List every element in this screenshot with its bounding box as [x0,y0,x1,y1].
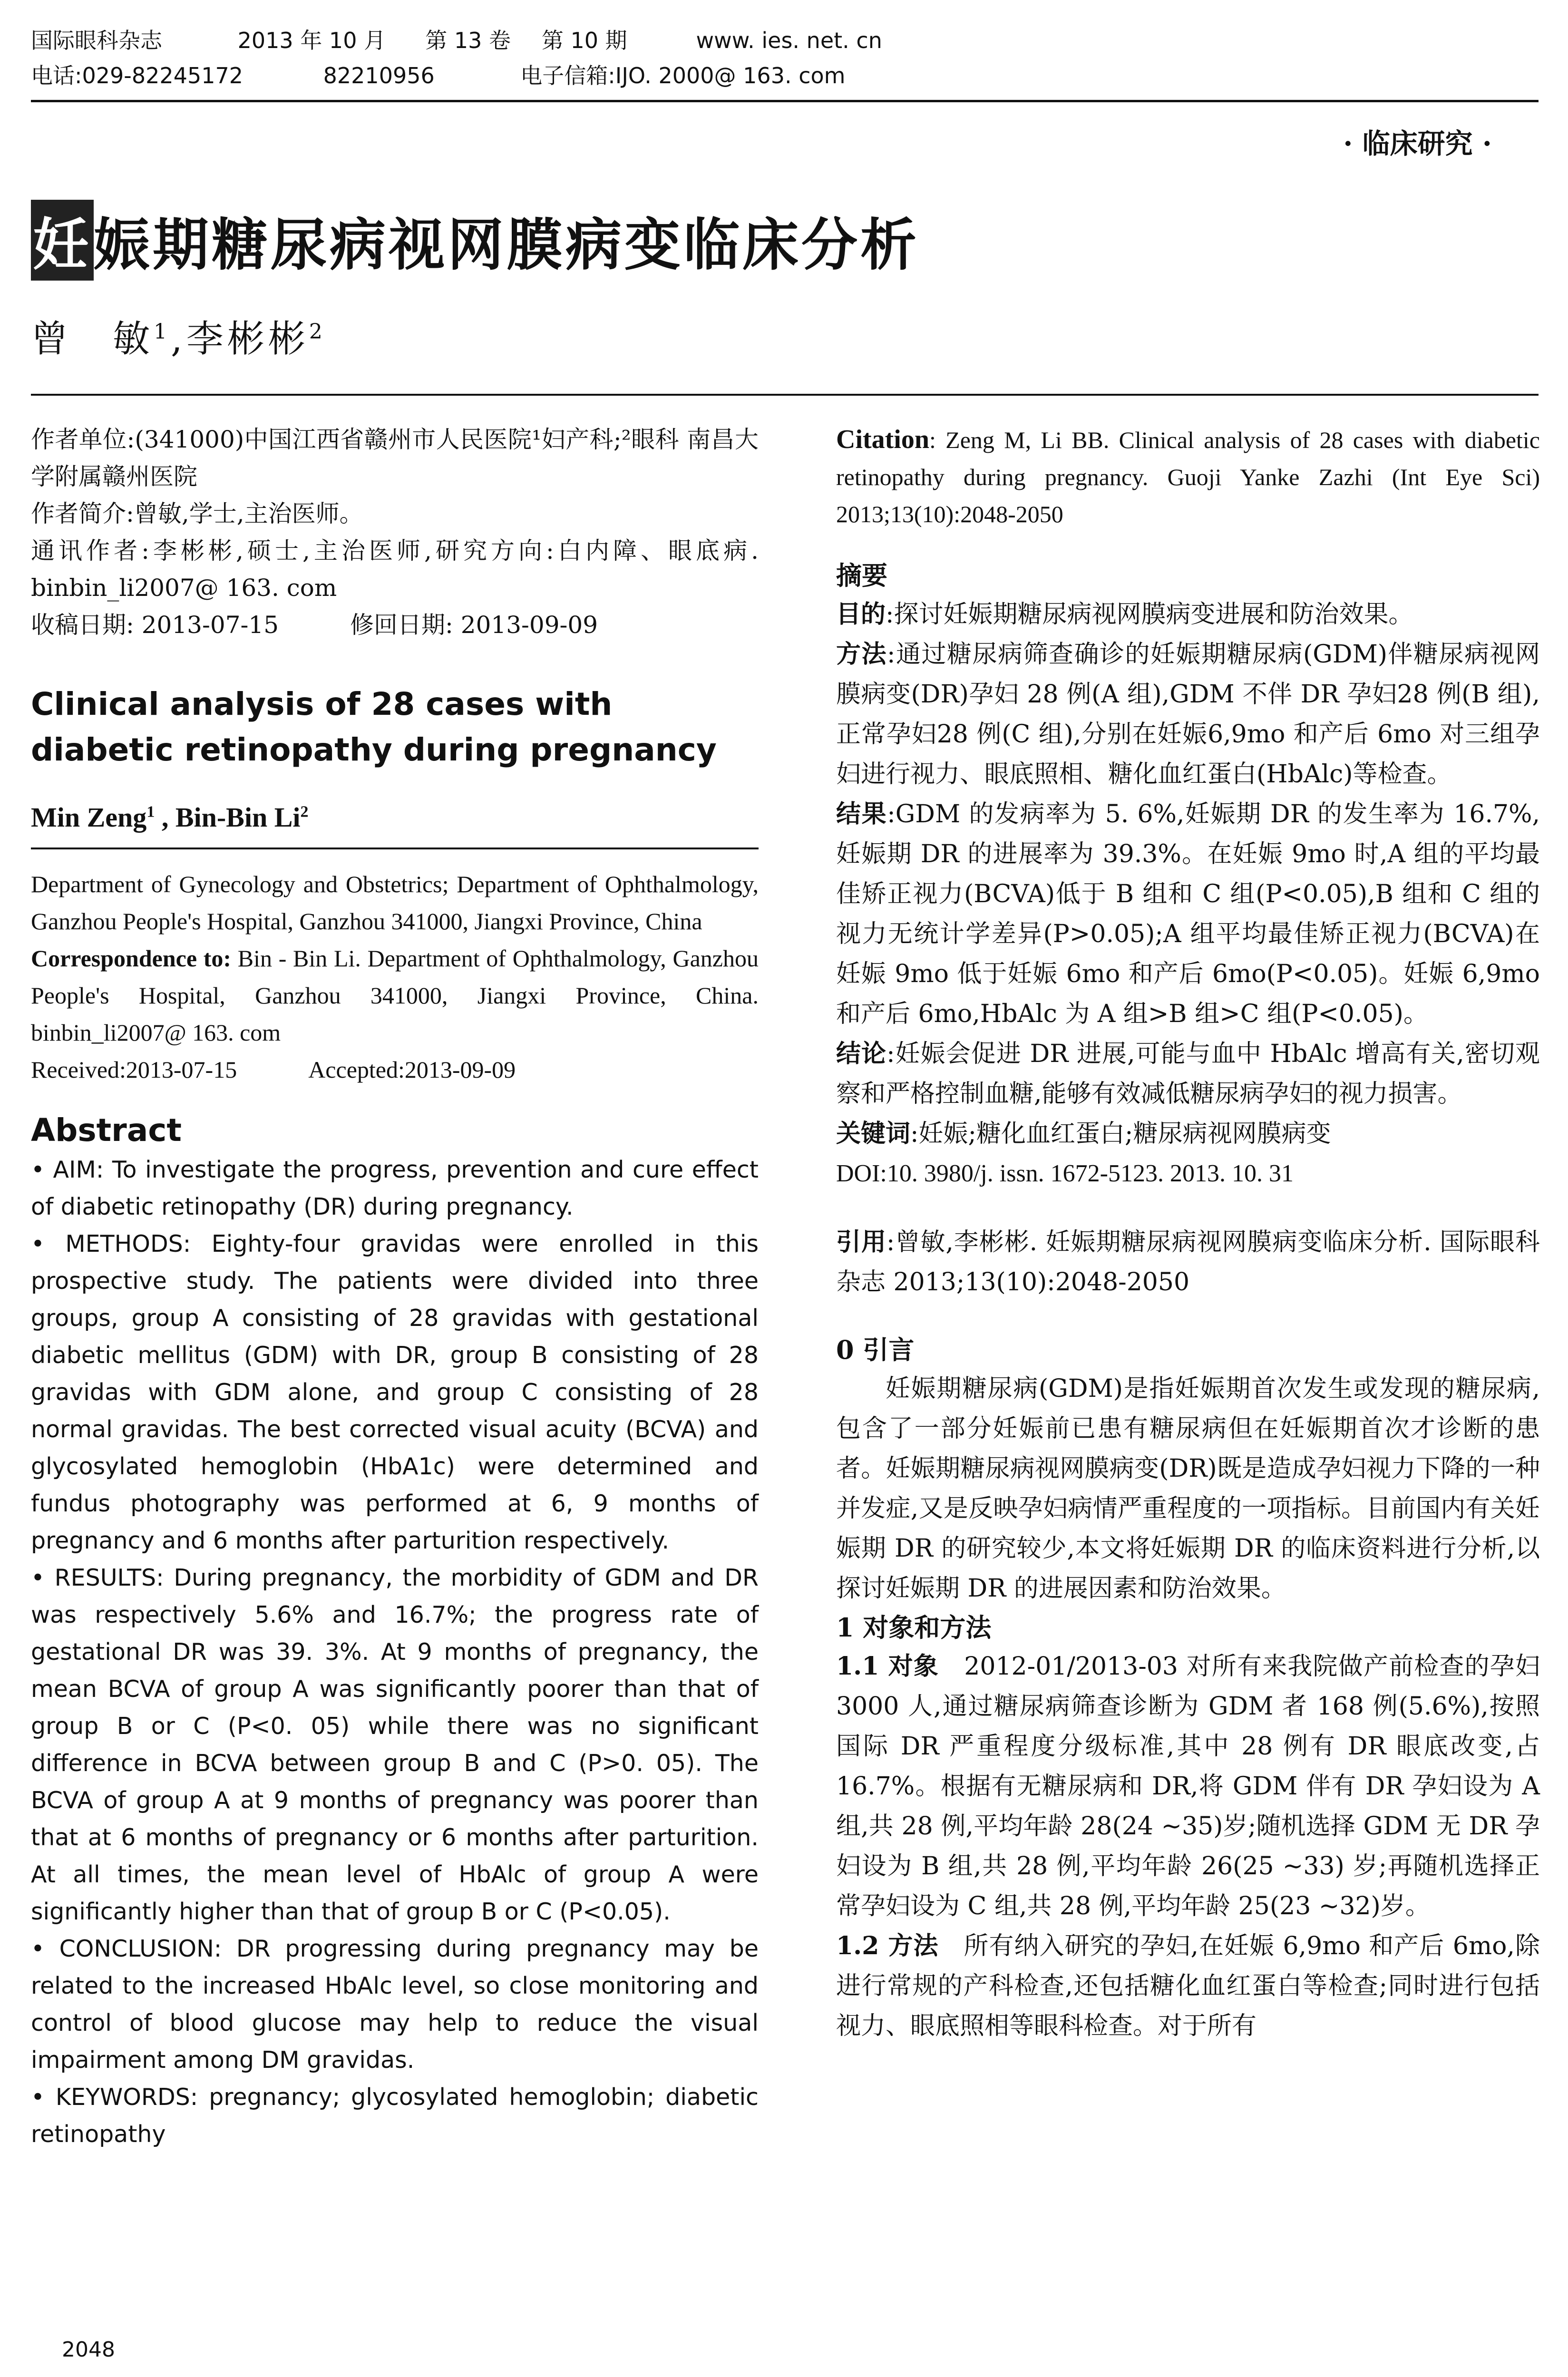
author-2-cn: 李彬彬 [186,318,309,360]
methods-subjects [836,1646,1540,1926]
title-rest: 娠期糖尿病视网膜病变临床分析 [94,212,920,278]
abstract-methods: • METHODS: Eighty-four gravidas were enrolled in this prospective study. The patients were divided into three groups, group A consisting of 28 gravidas with gestational diabetic mellitus (GDM) with DR, group B consisting of 28 gravidas with GDM alone, and group C consisting of 28 normal gravidas. The best corrected visual acuity (BCVA) and glycosylated hemoglobin (HbA1c) were determined and fundus photography was performed at 6, 9 months of pregnancy and 6 months after parturition respectively. [31,1230,759,1554]
citation-cn [836,1222,1540,1302]
corresponding-author-cn: 通讯作者:李彬彬,硕士,主治医师,研究方向:白内障、眼底病. binbin_li2007@ 163. com [31,537,759,602]
abstract-cn-keywords [836,1114,1540,1154]
authors-cn [31,309,326,362]
english-correspondence [31,940,759,1051]
dates-cn: 收稿日期: 2013-07-15 修回日期: 2013-09-09 [31,611,598,639]
phone: 电话:029-82245172 [31,63,243,88]
procedure-text: 所有纳入研究的孕妇,在妊娠 6,9mo 和产后 6mo,除进行常规的产科检查,还包括糖化血红蛋白等检查;同时进行包括视力、眼底照相等眼科检查。对于所有 [836,1932,1540,2040]
section-tag: · 临床研究 · [1343,127,1492,160]
article-title [31,200,919,281]
methods-heading: 1 对象和方法 [836,1612,992,1643]
author-en-sep: , [155,802,175,833]
subjects-label: 1.1 对象 [836,1652,939,1681]
citation-cn-text: :曾敏,李彬彬. 妊娠期糖尿病视网膜病变临床分析. 国际眼科杂志 2013;13(10):2048-2050 [836,1228,1540,1296]
received-accepted: Received:2013-07-15 Accepted:2013-09-09 [31,1056,516,1083]
title-first-char: 妊 [31,200,94,281]
email: 电子信箱:IJO. 2000@ 163. com [520,63,846,88]
left-column [31,421,759,2153]
abstract-cn-conclusion [836,1034,1540,1114]
volume: 第 13 卷 [425,28,511,53]
journal-name: 国际眼科杂志 [31,28,162,53]
methods-label: 方法 [836,640,887,669]
abstract-results: • RESULTS: During pregnancy, the morbidity of GDM and DR was respectively 5.6% and 16.7%; the progress rate of gestational DR was 39. 3%. At 9 months of pregnancy, the mean BCVA of group A was significantly poorer than that of group B or C (P<0. 05) while there was no significant difference in BCVA between group B and C (P>0. 05). The BCVA of group A at 9 months of pregnancy was poorer than that at 6 months of pregnancy or 6 months after parturition. At all times, the mean level of HbAlc of group A were significantly higher than that of group B or C (P<0.05). [31,1564,759,1925]
intro-paragraph: 妊娠期糖尿病(GDM)是指妊娠期首次发生或发现的糖尿病,包含了一部分妊娠前已患有糖尿病但在妊娠期首次才诊断的患者。妊娠期糖尿病视网膜病变(DR)既是造成孕妇视力下降的一种并发症,又是反映孕妇病情严重程度的一项指标。目前国内有关妊娠期 DR 的研究较少,本文将妊娠期 DR 的临床资料进行分析,以探讨妊娠期 DR 的进展因素和防治效果。 [836,1374,1540,1603]
header-line-1 [31,23,1539,58]
results-label: 结果 [836,799,887,828]
author-bio: 作者简介:曾敏,学士,主治医师。 [31,500,363,527]
intro-heading: 0 引言 [836,1335,915,1365]
conclusion-label: 结论 [836,1039,887,1068]
author-1-cn: 曾 敏 [31,318,154,360]
author-sep: , [171,318,186,360]
author-1-en-sup: 1 [146,803,155,821]
author-2-sup: 2 [309,320,326,344]
page-number: 2048 [62,2338,115,2362]
author-1-en: Min Zeng [31,802,147,833]
author-1-sup: 1 [154,320,171,344]
journal-website: www. ies. net. cn [696,28,882,53]
methods-procedure [836,1926,1540,2046]
aim-label: 目的 [836,600,886,629]
results-text: :GDM 的发病率为 5. 6%,妊娠期 DR 的发生率为 16.7%,妊娠期 DR 的进展率为 39.3%。在妊娠 9mo 时,A 组的平均最佳矫正视力(BCVA)低于 B 组和 C 组(P<0.05),B 组和 C 组的视力无统计学差异(P>0.05);A 组平均最佳矫正视力(BCVA)在妊娠 9mo 低于妊娠 6mo 和产后 6mo(P<0.05)。妊娠 6,9mo 和产后 6mo,HbAlc 为 A 组>B 组>C 组(P<0.05)。 [836,800,1540,1028]
right-column [836,421,1540,2046]
author-affiliation-cn: 作者单位:(341000)中国江西省赣州市人民医院¹妇产科;²眼科 南昌大学附属赣州医院 [31,426,759,490]
citation-text: : Zeng M, Li BB. Clinical analysis of 28 cases with diabetic retinopathy during pregnancy. Guoji Yanke Zazhi (Int Eye Sci) 2013;13(10):2048-2050 [836,427,1540,527]
abstract-conclusion: • CONCLUSION: DR progressing during pregnancy may be related to the increased HbAlc level, so close monitoring and control of blood glucose may help to reduce the visual impairment among DM gravidas. [31,1935,759,2074]
title-rule [31,394,1539,396]
citation-cn-label: 引用 [836,1227,886,1257]
procedure-label: 1.2 方法 [836,1931,939,1960]
aim-text: :探讨妊娠期糖尿病视网膜病变进展和防治效果。 [886,600,1413,629]
author-2-en: Bin-Bin Li [175,802,301,833]
citation-en [836,421,1540,533]
phone-2: 82210956 [323,63,435,88]
english-title: Clinical analysis of 28 cases with diabetic retinopathy during pregnancy [31,686,717,768]
correspondence-label: Correspondence to: [31,945,232,972]
conclusion-text: :妊娠会促进 DR 进展,可能与血中 HbAlc 增高有关,密切观察和严格控制血糖,能够有效减低糖尿病孕妇的视力损害。 [836,1040,1540,1108]
issue-number: 第 10 期 [541,28,627,53]
subjects-text: 2012-01/2013-03 对所有来我院做产前检查的孕妇3000 人,通过糖尿病筛查诊断为 GDM 者 168 例(5.6%),按照国际 DR 严重程度分级标准,其中 28 例有 DR 眼底改变,占 16.7%。根据有无糖尿病和 DR,将 GDM 伴有 DR 孕妇设为 A 组,共 28 例,平均年龄 28(24 ~35)岁;随机选择 GDM 无 DR 孕妇设为 B 组,共 28 例,平均年龄 26(25 ~33) 岁;再随机选择正常孕妇设为 C 组,共 28 例,平均年龄 25(23 ~32)岁。 [836,1652,1540,1920]
english-authors [31,801,759,833]
doi: DOI:10. 3980/j. issn. 1672-5123. 2013. 10. 31 [836,1160,1294,1187]
abstract-keywords: • KEYWORDS: pregnancy; glycosylated hemoglobin; diabetic retinopathy [31,2084,759,2148]
header-rule [31,100,1539,102]
header-line-2 [31,58,1539,93]
abstract-cn-aim [836,594,1540,634]
methods-text: :通过糖尿病筛查确诊的妊娠期糖尿病(GDM)伴糖尿病视网膜病变(DR)孕妇 28 例(A 组),GDM 不伴 DR 孕妇28 例(B 组),正常孕妇28 例(C 组),分别在妊娠6,9mo 和产后 6mo 对三组孕妇进行视力、眼底照相、糖化血红蛋白(HbAlc)等检查。 [836,640,1540,789]
abstract-aim: • AIM: To investigate the progress, prevention and cure effect of diabetic retinopathy (DR) during pregnancy. [31,1156,759,1220]
author-2-en-sup: 2 [300,803,309,821]
abstract-heading-cn: 摘要 [836,560,887,591]
keywords-label: 关键词 [836,1119,911,1148]
correspondence-text: Bin - Bin Li. Department of Ophthalmology, Ganzhou People's Hospital, Ganzhou 341000, Jiangxi Province, China. binbin_li2007@ 163. com [31,945,759,1046]
english-author-rule [31,848,759,849]
citation-label: Citation [836,425,929,454]
abstract-cn-results [836,794,1540,1034]
abstract-cn-methods [836,634,1540,794]
issue-date: 2013 年 10 月 [237,28,386,53]
keywords-text: :妊娠;糖化血红蛋白;糖尿病视网膜病变 [910,1120,1331,1148]
english-affiliation: Department of Gynecology and Obstetrics; Department of Ophthalmology, Ganzhou People's Hospital, Ganzhou 341000, Jiangxi Province, China [31,871,759,935]
abstract-heading-en: Abstract [31,1112,182,1149]
journal-header [31,23,1539,93]
